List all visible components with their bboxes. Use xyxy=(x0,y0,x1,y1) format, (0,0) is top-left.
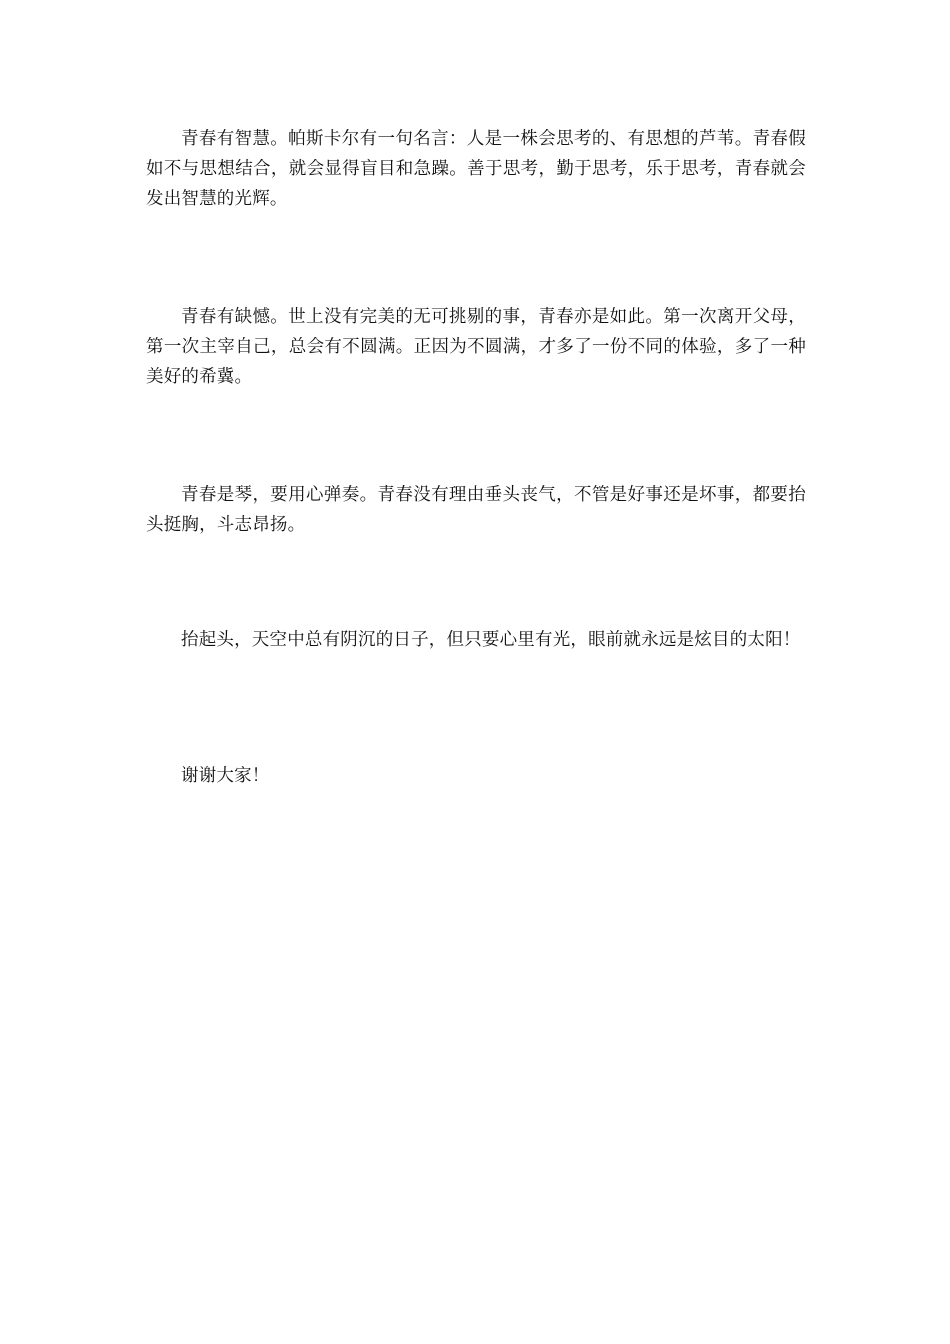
paragraph-sun: 抬起头，天空中总有阴沉的日子，但只要心里有光，眼前就永远是炫目的太阳！ xyxy=(181,630,801,650)
paragraph-regret: 青春有缺憾。世上没有完美的无可挑剔的事，青春亦是如此。第一次离开父母，第一次主宰自己，总会有不圆满。正因为不圆满，才多了一份不同的体验，多了一种美好的希冀。 xyxy=(146,307,806,387)
paragraph-thanks: 谢谢大家！ xyxy=(181,766,270,786)
paragraph-qin: 青春是琴，要用心弹奏。青春没有理由垂头丧气，不管是好事还是坏事，都要抬头挺胸，斗志昂扬。 xyxy=(146,485,806,535)
paragraph-wisdom: 青春有智慧。帕斯卡尔有一句名言：人是一株会思考的、有思想的芦苇。青春假如不与思想结合，就会显得盲目和急躁。善于思考，勤于思考，乐于思考，青春就会发出智慧的光辉。 xyxy=(146,129,806,209)
